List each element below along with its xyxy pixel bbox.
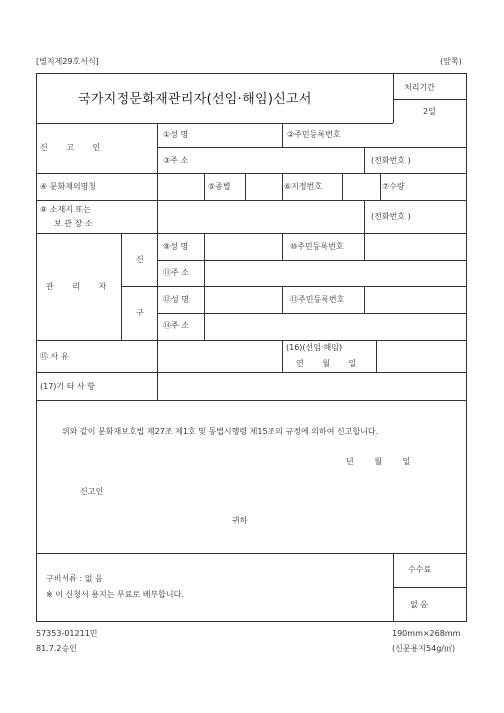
manager-old-name-label: ⑫성 명 (163, 295, 189, 304)
manager-new-rrn-label: ⑩주민등록번호 (290, 242, 344, 251)
free-distribution-note: ※ 이 신청서 용지는 무료로 배부합니다. (46, 590, 184, 599)
manager-old-rrn-label: ⑬주민등록번호 (290, 295, 345, 304)
reporter-rrn-label: ②주민등록번호 (287, 130, 341, 139)
statement-reporter: 신고인 (80, 487, 104, 496)
processing-period-label: 처리기간 (404, 83, 435, 92)
page-side-label: (앞쪽) (440, 57, 462, 66)
appointment-date-label-line1: (16)(선임·해임) (286, 343, 343, 352)
fee-label: 수수료 (408, 565, 432, 574)
heritage-quantity-label: ⑦수량 (382, 182, 405, 191)
heritage-type-label: ⑤종별 (208, 182, 231, 191)
reporter-phone-label: (전화번호 ) (371, 156, 411, 165)
manager-new-name-label: ⑨성 명 (163, 242, 189, 251)
reporter-name-label: ①성 명 (163, 130, 189, 139)
manager-old-label: 구 (136, 308, 144, 317)
form-title: 국가지정문화재관리자(선임·해임)신고서 (78, 92, 312, 107)
other-matters-label: (17)기 타 사 항 (40, 382, 95, 391)
location-label-line1: ⑧ 소재지 또는 (40, 205, 91, 214)
fee-value: 없 음 (410, 600, 428, 609)
processing-period-value: 2일 (423, 107, 436, 116)
heritage-designation-label: ⑥지정번호 (284, 182, 323, 191)
reporter-label: 신 고 인 (40, 143, 109, 152)
paper-type: (신문용지54g/㎡) (392, 644, 456, 653)
paper-size: 190mm×268mm (392, 629, 461, 638)
statement-text: 위와 같이 문화재보호법 제27조 제1호 및 동법시행령 제15조의 규정에 의하여 신고합니다. (62, 427, 379, 436)
approval-date: 81.7.2승인 (36, 644, 77, 653)
reporter-address-label: ③주 소 (163, 156, 189, 165)
manager-new-label: 신 (136, 255, 144, 264)
location-phone-label: (전화번호 ) (371, 212, 411, 221)
reason-label: ⑮ 사 유 (40, 352, 69, 361)
statement-date: 년 월 일 (346, 457, 411, 466)
manager-new-address-label: ⑪주 소 (163, 268, 189, 277)
form-code: 57353-01211민 (36, 629, 98, 638)
required-documents: 구비서류 : 없 음 (46, 574, 103, 583)
appointment-date-label-line2: 연 월 일 (296, 359, 365, 368)
form-number: [별지제29호서식] (36, 57, 99, 66)
manager-old-address-label: ⑭주 소 (163, 321, 189, 330)
location-label-line2: 보 관 장 소 (54, 219, 93, 228)
statement-addressee: 귀하 (232, 516, 248, 525)
heritage-name-label: ④ 문화재의명칭 (40, 182, 97, 191)
manager-label: 관 리 자 (46, 282, 115, 291)
